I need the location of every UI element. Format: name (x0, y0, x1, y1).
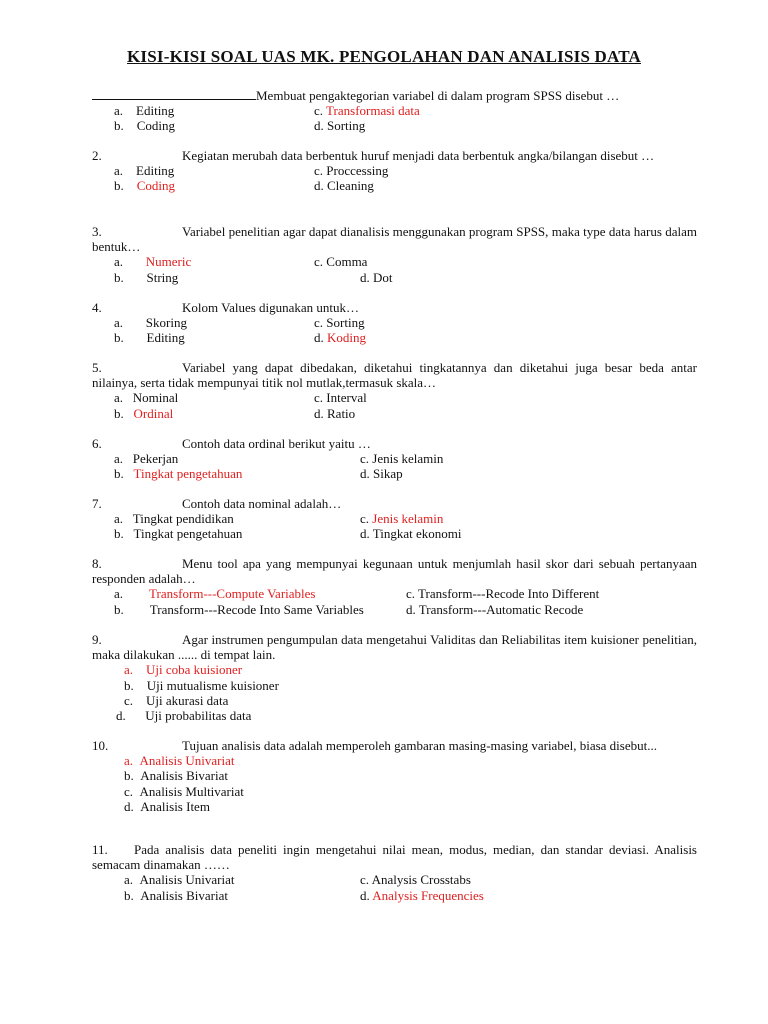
option-c: c. Jenis kelamin (360, 511, 444, 527)
question-8 (92, 556, 697, 617)
option-d: d. Analisis Item (124, 798, 210, 814)
options (92, 753, 697, 814)
option-c: c. Uji akurasi data (124, 692, 229, 708)
option-a: a. Editing (114, 103, 175, 119)
option-b: b. Tingkat pengetahuan (114, 526, 243, 542)
options (92, 163, 697, 193)
answer-blank (92, 88, 256, 100)
question-3 (92, 224, 697, 285)
option-d: d. Sikap (360, 466, 403, 482)
option-d: d. Koding (314, 330, 366, 346)
option-d: d. Tingkat ekonomi (360, 526, 462, 542)
option-b: b. Coding (114, 178, 176, 194)
option-b: b. Ordinal (114, 405, 174, 421)
options (92, 254, 697, 284)
question-7 (92, 496, 697, 542)
option-c: c. Transformasi data (314, 103, 420, 119)
question-stem: 6. Contoh data ordinal berikut yaitu … (92, 436, 371, 451)
option-a: a. Analisis Univariat (124, 872, 235, 888)
question-6 (92, 436, 697, 482)
options (92, 872, 697, 902)
option-b: b. Transform---Recode Into Same Variables (114, 601, 364, 617)
option-c: c. Transform---Recode Into Different (406, 586, 600, 602)
options (92, 451, 697, 481)
option-b: b. Tingkat pengetahuan (114, 466, 243, 482)
question-stem: 11. Pada analisis data peneliti ingin mengetahui nilai mean, modus, median, dan standar deviasi. Analisis semacam dinamakan …… (92, 842, 697, 873)
question-9 (92, 632, 697, 723)
options (92, 390, 697, 420)
option-c: c. Jenis kelamin (360, 451, 444, 467)
option-a: a. Editing (114, 163, 175, 179)
option-a: a. Skoring (114, 315, 187, 331)
option-d: d. Dot (360, 269, 393, 285)
option-c: c. Sorting (314, 315, 365, 331)
option-c: c. Comma (314, 254, 368, 270)
option-c: c. Interval (314, 390, 367, 406)
question-11 (92, 842, 697, 903)
option-b: b. Editing (114, 330, 185, 346)
option-a: a. Transform---Compute Variables (114, 586, 316, 602)
question-stem: 4. Kolom Values digunakan untuk… (92, 300, 360, 315)
option-d: d. Analysis Frequencies (360, 887, 484, 903)
option-a: a. Pekerjan (114, 451, 179, 467)
question-stem: 7. Contoh data nominal adalah… (92, 496, 342, 511)
option-c: c. Proccessing (314, 163, 389, 179)
options (92, 511, 697, 541)
option-c: c. Analisis Multivariat (124, 783, 244, 799)
option-d: d. Uji probabilitas data (116, 707, 252, 723)
question-stem: Membuat pengaktegorian variabel di dalam program SPSS disebut … (92, 88, 697, 103)
question-stem: 5. Variabel yang dapat dibedakan, diketahui tingkatannya dan diketahui juga besar beda antar nilainya, serta tidak mempunyai titik nol mutlak,termasuk skala… (92, 360, 697, 391)
option-c: c. Analysis Crosstabs (360, 872, 471, 888)
option-a: a. Analisis Univariat (124, 753, 235, 769)
question-2 (92, 148, 697, 194)
question-stem: 8. Menu tool apa yang mempunyai kegunaan untuk menjumlah hasil skor dari sebuah pertanyaan responden adalah… (92, 556, 697, 587)
question-1 (92, 88, 697, 134)
option-a: a. Uji coba kuisioner (124, 662, 243, 678)
question-stem: 9. Agar instrumen pengumpulan data mengetahui Validitas dan Reliabilitas item kuisioner penelitian, maka dilakukan ...... di tempat lain. (92, 632, 697, 663)
document-title: KISI-KISI SOAL UAS MK. PENGOLAHAN DAN ANALISIS DATA (127, 47, 641, 66)
option-d: d. Sorting (314, 118, 366, 134)
option-d: d. Transform---Automatic Recode (406, 601, 584, 617)
option-a: a. Tingkat pendidikan (114, 511, 234, 527)
option-b: b. Coding (114, 118, 176, 134)
option-b: b. Analisis Bivariat (124, 768, 228, 784)
options (92, 662, 697, 723)
option-d: d. Cleaning (314, 178, 374, 194)
options (92, 103, 697, 133)
question-stem: 3. Variabel penelitian agar dapat dianalisis menggunakan program SPSS, maka type data harus dalam bentuk… (92, 224, 697, 255)
question-10 (92, 738, 697, 814)
option-a: a. Numeric (114, 254, 192, 270)
options (92, 586, 697, 616)
option-d: d. Ratio (314, 405, 356, 421)
question-5 (92, 360, 697, 421)
option-b: b. Analisis Bivariat (124, 887, 228, 903)
option-a: a. Nominal (114, 390, 179, 406)
question-4 (92, 300, 697, 346)
options (92, 315, 697, 345)
question-stem: 10. Tujuan analisis data adalah memperoleh gambaran masing-masing variabel, biasa disebut... (92, 738, 657, 753)
option-b: b. Uji mutualisme kuisioner (124, 677, 279, 693)
question-stem: 2. Kegiatan merubah data berbentuk huruf menjadi data berbentuk angka/bilangan disebut … (92, 148, 655, 163)
option-b: b. String (114, 269, 179, 285)
